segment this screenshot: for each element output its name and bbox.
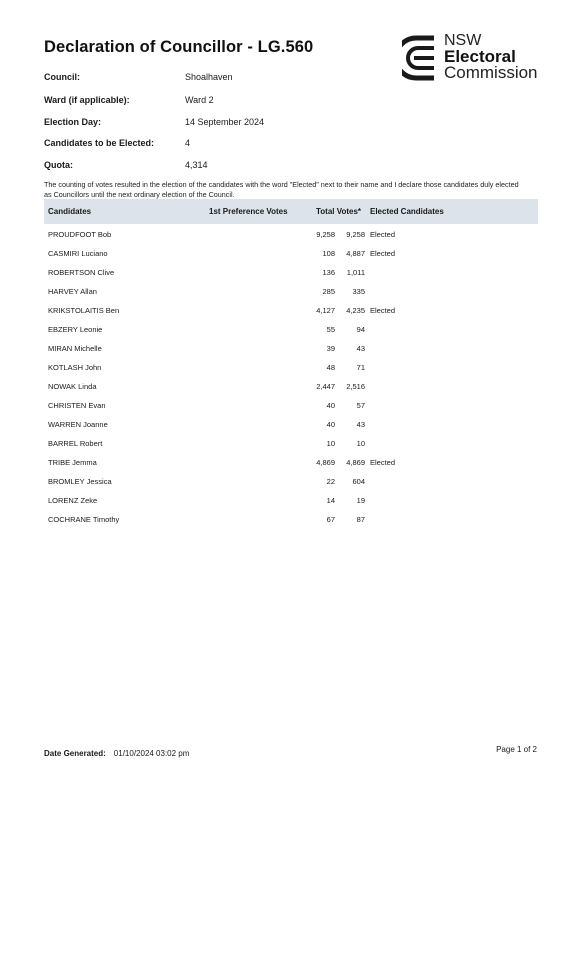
table-row: [44, 283, 538, 302]
table-row: [44, 378, 538, 397]
candidate-name: MIRAN Michelle: [48, 344, 102, 353]
candidate-name: ROBERTSON Clive: [48, 268, 115, 277]
meta-label: Candidates to be Elected:: [44, 138, 155, 148]
candidate-name: BROMLEY Jessica: [48, 477, 112, 486]
first-preference-votes: 22: [326, 477, 335, 486]
total-votes: 10: [356, 439, 365, 448]
candidate-name: BARREL Robert: [48, 439, 103, 448]
first-preference-votes: 4,127: [316, 306, 335, 315]
header-elected-candidates: Elected Candidates: [370, 207, 444, 216]
table-row: [44, 416, 538, 435]
logo-line-commission: Commission: [444, 63, 538, 82]
elected-status: Elected: [370, 458, 396, 467]
date-generated-value: 01/10/2024 03:02 pm: [113, 749, 190, 758]
elected-status: Elected: [370, 249, 396, 258]
candidate-name: CHRISTEN Evan: [48, 401, 106, 410]
date-generated: [44, 749, 189, 758]
candidate-name: LORENZ Zeke: [48, 496, 98, 505]
nswec-emblem-icon: [402, 34, 438, 82]
meta-label: Council:: [44, 72, 80, 82]
meta-label: Election Day:: [44, 117, 102, 127]
first-preference-votes: 285: [322, 287, 335, 296]
meta-value: Shoalhaven: [185, 72, 233, 82]
first-preference-votes: 40: [326, 420, 335, 429]
first-preference-votes: 10: [326, 439, 335, 448]
elected-status: Elected: [370, 306, 396, 315]
meta-value: 4: [185, 138, 191, 148]
first-preference-votes: 39: [326, 344, 335, 353]
candidate-name: EBZERY Leonie: [48, 325, 103, 334]
table-row: [44, 340, 538, 359]
table-row: [44, 492, 538, 511]
elected-status: Elected: [370, 230, 396, 239]
header-candidates: Candidates: [48, 207, 92, 216]
table-row: [44, 397, 538, 416]
candidate-name: CASMIRI Luciano: [48, 249, 108, 258]
date-generated-label: Date Generated:: [44, 749, 106, 758]
first-preference-votes: 136: [322, 268, 335, 277]
total-votes: 335: [352, 287, 365, 296]
first-preference-votes: 48: [326, 363, 335, 372]
total-votes: 4,887: [346, 249, 365, 258]
table-row: [44, 302, 538, 321]
table-row: [44, 435, 538, 454]
table-row: [44, 321, 538, 340]
first-preference-votes: 40: [326, 401, 335, 410]
table-row: [44, 264, 538, 283]
declaration-text: The counting of votes resulted in the election of the candidates with the word "Elected" next to their name and I declare those candidates duly elected as Councillors until the next ordinary election of the Council.: [44, 180, 519, 199]
table-row: [44, 511, 538, 530]
total-votes: 57: [356, 401, 365, 410]
total-votes: 9,258: [346, 230, 365, 239]
first-preference-votes: 2,447: [316, 382, 335, 391]
candidate-name: TRIBE Jemma: [48, 458, 97, 467]
candidate-name: HARVEY Allan: [48, 287, 97, 296]
total-votes: 19: [356, 496, 365, 505]
total-votes: 71: [356, 363, 365, 372]
total-votes: 604: [352, 477, 365, 486]
first-preference-votes: 108: [322, 249, 335, 258]
total-votes: 1,011: [346, 268, 365, 277]
table-row: [44, 245, 538, 264]
candidate-name: PROUDFOOT Bob: [48, 230, 112, 239]
meta-label: Quota:: [44, 160, 73, 170]
nsw-electoral-commission-logo: [402, 33, 552, 89]
table-row: [44, 473, 538, 492]
table-row: [44, 454, 538, 473]
first-preference-votes: 67: [326, 515, 335, 524]
logo-line-nsw: NSW: [444, 32, 482, 49]
first-preference-votes: 9,258: [316, 230, 335, 239]
total-votes: 94: [356, 325, 365, 334]
meta-value: 4,314: [185, 160, 208, 170]
candidate-name: KOTLASH John: [48, 363, 102, 372]
page-number: Page 1 of 2: [496, 745, 537, 754]
first-preference-votes: 14: [326, 496, 335, 505]
total-votes: 4,235: [346, 306, 365, 315]
header-total-votes: Total Votes*: [316, 207, 362, 216]
meta-label: Ward (if applicable):: [44, 95, 130, 105]
total-votes: 4,869: [346, 458, 365, 467]
candidate-name: WARREN Joanne: [48, 420, 108, 429]
total-votes: 43: [356, 344, 365, 353]
document-title: Declaration of Councillor - LG.560: [44, 38, 314, 56]
table-row: [44, 359, 538, 378]
total-votes: 87: [356, 515, 365, 524]
first-preference-votes: 55: [326, 325, 335, 334]
logo-line-electoral: Electoral: [444, 47, 516, 66]
candidate-table: [44, 226, 538, 530]
candidate-name: NOWAK Linda: [48, 382, 97, 391]
total-votes: 43: [356, 420, 365, 429]
table-header: [44, 199, 538, 224]
table-row: [44, 226, 538, 245]
candidate-name: COCHRANE Timothy: [48, 515, 120, 524]
meta-value: Ward 2: [185, 95, 214, 105]
meta-value: 14 September 2024: [185, 117, 265, 127]
total-votes: 2,516: [346, 382, 365, 391]
candidate-name: KRIKSTOLAITIS Ben: [48, 306, 120, 315]
header-first-preference: 1st Preference Votes: [209, 207, 288, 216]
first-preference-votes: 4,869: [316, 458, 335, 467]
